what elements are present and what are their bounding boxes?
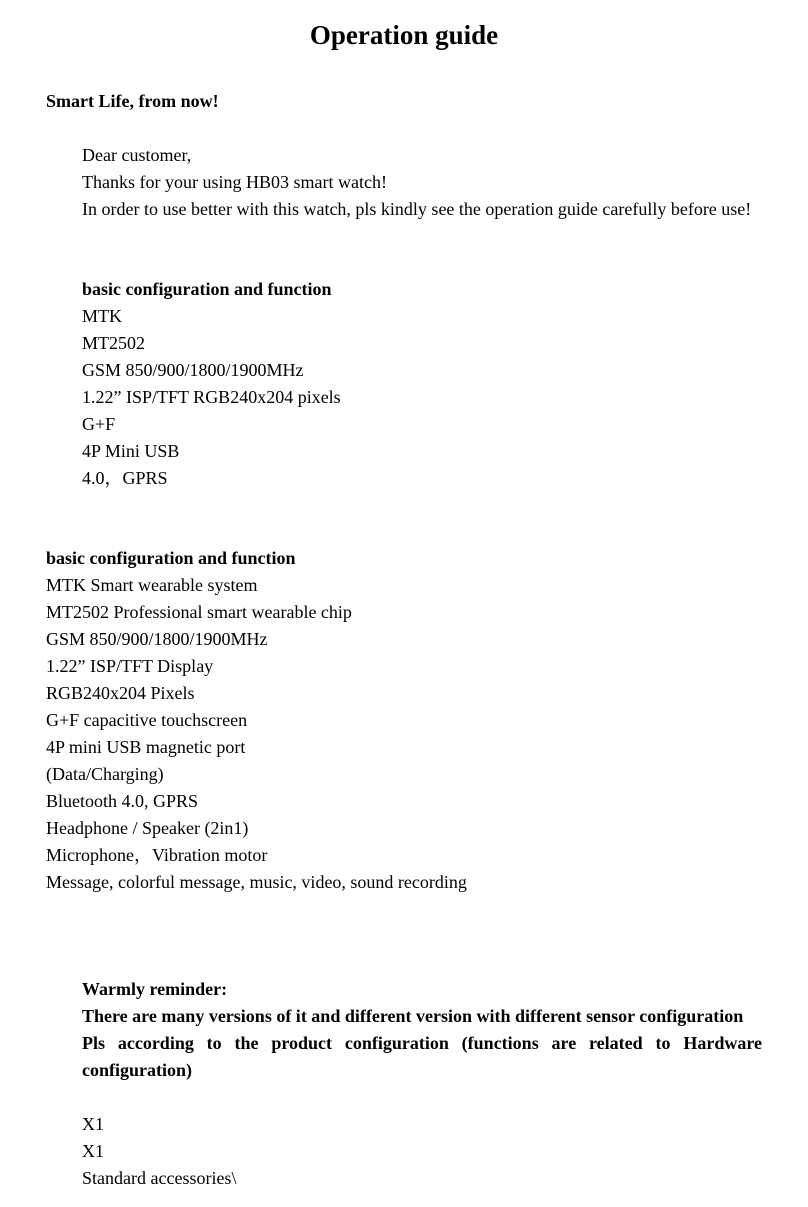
- section1-item: G+F: [82, 414, 116, 434]
- section1-item: MT2502: [82, 333, 145, 353]
- section1-item: MTK: [82, 306, 122, 326]
- greeting-line: Thanks for your using HB03 smart watch!: [82, 172, 387, 192]
- page-title: Operation guide: [309, 20, 499, 50]
- section2-item: 1.22” ISP/TFT Display: [46, 656, 214, 676]
- section1-heading: basic configuration and function: [82, 279, 332, 299]
- accessory-item: X1: [82, 1114, 104, 1134]
- reminder-line: configuration): [82, 1060, 192, 1080]
- section1-item: 4P Mini USB: [82, 441, 180, 461]
- greeting-line: Dear customer,: [82, 145, 192, 165]
- reminder-line: There are many versions of it and different version with different sensor configuration: [82, 1006, 744, 1026]
- section2-item: Bluetooth 4.0, GPRS: [46, 791, 199, 811]
- section1-item: GSM 850/900/1800/1900MHz: [82, 360, 304, 380]
- section2-item: GSM 850/900/1800/1900MHz: [46, 629, 268, 649]
- section2-item: RGB240x204 Pixels: [46, 683, 195, 703]
- accessory-item: Standard accessories\: [82, 1168, 237, 1188]
- section1-item: 4.0，GPRS: [82, 468, 168, 488]
- tagline: Smart Life, from now!: [46, 91, 219, 111]
- section2-item: Headphone / Speaker (2in1): [46, 818, 249, 838]
- accessory-item: X1: [82, 1141, 104, 1161]
- section1-item: 1.22” ISP/TFT RGB240x204 pixels: [82, 387, 341, 407]
- section2-item: 4P mini USB magnetic port: [46, 737, 246, 757]
- section2-item: MTK Smart wearable system: [46, 575, 258, 595]
- section2-item: G+F capacitive touchscreen: [46, 710, 248, 730]
- section2-heading: basic configuration and function: [46, 548, 296, 568]
- section2-item: (Data/Charging): [46, 764, 164, 784]
- section2-item: Microphone，Vibration motor: [46, 845, 268, 865]
- reminder-line-justified: Pls according to the product configuration (functions are related to Hardware: [82, 1033, 762, 1053]
- section2-item: Message, colorful message, music, video, sound recording: [46, 872, 467, 892]
- reminder-heading: Warmly reminder:: [82, 979, 228, 999]
- greeting-line: In order to use better with this watch, pls kindly see the operation guide carefully before use!: [82, 199, 752, 219]
- section2-item: MT2502 Professional smart wearable chip: [46, 602, 352, 622]
